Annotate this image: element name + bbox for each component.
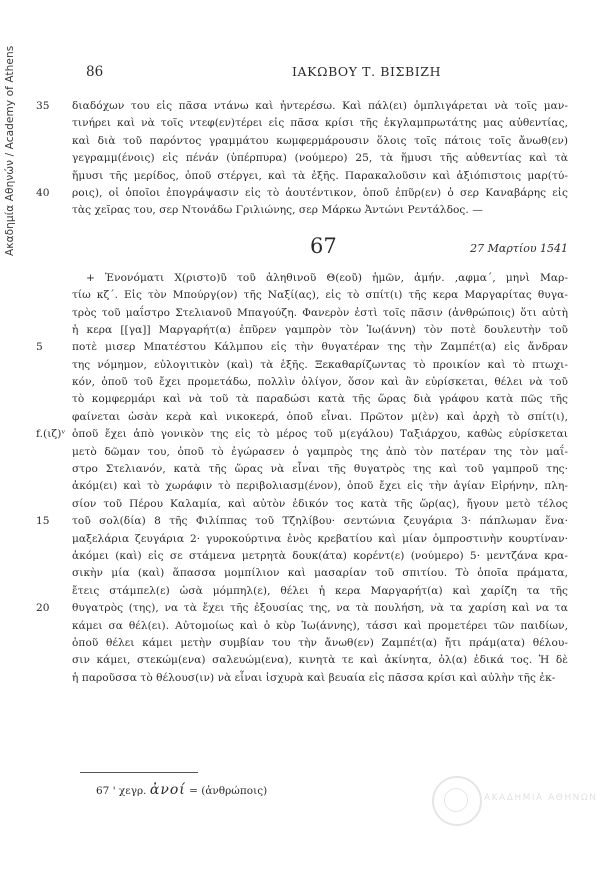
footnote-text: 67 ' χεγρ. [96,785,147,797]
line-text: τὸ κομφερμάρι καὶ νὰ τοῦ τὰ παραδώσι κατὰ τῆς ὥρας διὰ γράφου κατὰ πῶς τῆς [72,393,568,406]
document-number: 67 [310,233,337,258]
line-text: διαδόχων του εἰς πᾶσα ντάνω καὶ ἠντερέσω. Καὶ πάλ(ει) ὀμπλιγάρεται νὰ τοῖς μαν- [72,100,568,112]
text-line [72,670,568,687]
footnote-expansion: = (ἀνθρώποις) [189,785,268,797]
line-number: 40 [36,186,50,199]
text-line [72,150,568,167]
running-title: ΙΑΚΩΒΟΥ Τ. ΒΙΣΒΙΖΗ [292,64,442,79]
line-text: τίω κζ΄. Εἰς τὸν Μπούργ(ον) τῆς Ναξί(ας), εἰς τὸ σπίτ(ι) τῆς κερα Μαργαρίτας θυγα- [72,289,568,302]
text-line [72,496,568,513]
document-date: 27 Μαρτίου 1541 [470,241,568,255]
text-line [72,635,568,652]
text-line [36,339,568,356]
line-text: τρὸς τοῦ μαΐστρο Στελιανοῦ Μπαγούζη. Φανερὸν ἐστὶ τοῖς πᾶσιν (ἀνθρώποις) ὅτι αὐτὴ [72,306,568,319]
line-number: 5 [36,341,43,354]
text-block-2 [36,270,568,687]
text-line [72,565,568,582]
text-line [72,583,568,600]
text-line [72,133,568,150]
academy-watermark [432,776,598,826]
watermark-text: ΑΚΑΔΗΜΙΑ ΑΘΗΝΩΝ [484,793,598,803]
text-line [36,513,568,530]
text-line [72,652,568,669]
text-line [72,444,568,461]
line-number: 20 [36,602,50,615]
text-line [36,600,568,617]
line-text: καὶ διὰ τοῦ παρόντος γραμμάτου κωμφερμάρουσιν ὅλοις τοῖς πάτοις τοῖς ἄνωθ(εν) [72,134,568,147]
footnote-handwritten-word: ἀνοί [149,782,186,798]
text-line [72,287,568,304]
line-text: κόν, ὁποῦ τοῦ ἔχει προμετάδω, πολλὶν ὀλίγον, ὅσον καὶ ἂν εὑρίσκεται, θέλει νὰ τοῦ [72,376,568,389]
page-header [72,64,568,86]
page-number: 86 [86,64,104,80]
line-text: τινήρει καὶ νὰ τοῖς ντεφ(εν)τέρει εἰς πᾶσα κρίσι τῆς ἐκγλαμπρωτάτης μας αὐθεντίας, [72,117,568,130]
text-line [72,531,568,548]
archive-side-label [2,44,20,264]
text-line [72,461,568,478]
text-line [72,322,568,339]
page [36,64,568,687]
line-text: ὁποῦ ἔχει ἀπὸ γονικὸν της εἰς τὸ μέρος τοῦ μ(εγάλου) Ταξιάρχου, καθὼς εὑρίσκεται [72,428,568,441]
text-line [72,115,568,132]
line-text: ὁποῦ θέλει κάμει μετὴν συμβίαν του τὴν ἄνωθ(εν) Ζαμπέτ(α) ἤτι πράμ(ατα) θέλου- [72,636,568,649]
text-line [72,374,568,391]
line-number: f.(ιζ)ᵛ [36,428,66,441]
archive-label-text: Ακαδημία Αθηνών / Academy of Athens [4,45,16,256]
text-line [72,270,568,287]
line-text: φαίνεται ὡσὰν κερὰ καὶ νικοκερά, ὁποῦ εἶναι. Πρῶτον μ(ὲν) καὶ ἀρχὴ τὸ σπίτ(ι), [72,410,568,423]
line-text: + Ἐνονόματι Χ(ριστο)ῦ τοῦ ἀληθινοῦ Θ(εοῦ) ἡμῶν, ἀμήν. ,αφμα΄, μηνὶ Μαρ- [86,271,568,284]
line-text: μετὸ δῶμαν του, ὁποῦ τὸ ἐγώρασεν ὁ γαμπρὸς της ἀπὸ τὸν πατέραν της τὸν μαΐ- [72,445,568,458]
line-text: ποτὲ μισερ Μπατέστου Κάλμπου εἰς τὴν θυγατέραν της τὴν Ζαμπέτ(α) εἰς ἄνδραν [72,341,568,354]
line-text: μαξελάρια ζευγάρια 2· γυροκούρτινα ἑνὸς κρεβατίου καὶ μίαν ὀμπροστινὴν κουρτίναν· [72,532,568,545]
line-text: ἥμυσι τῆς μερίδος, ὁποῦ στέργει, καὶ τὰ ἐξῆς. Παρακαλοῦσιν καὶ ἀξιόπιστοις μαρ(τύ- [72,169,568,182]
line-text: τοῦ σολ(δία) 8 τῆς Φιλίππας τοῦ Τζηλίβου· σεντώνια ζευγάρια 3· πάπλωμαν ἕνα· [72,515,568,528]
line-text: ἀκόμει (καὶ) εἰς σε στάμενα μετρητὰ δουκ(άτα) κορέντ(ε) (νούμερο) 5· μεντζάνα κρα- [72,549,568,562]
line-number: 15 [36,515,50,528]
academy-seal-icon [432,776,482,826]
footnote-divider [80,772,198,773]
line-text: στρο Στελιανόν, κατὰ τῆς ὥρας νὰ εἶναι τῆς θυγατρὸς της καὶ τοῦ γαμπροῦ της· [72,463,568,476]
text-line [72,409,568,426]
line-text: ἀκόμ(ει) καὶ τὸ χωράφιν τὸ περιβολιασμ(ένον), ὁποῦ ἔχει εἰς τὴν ἁγίαν Εἰρήνην, πλη- [72,480,568,493]
line-text: της νόμημον, εὐλογιτικὸν (καὶ) τὰ ἑξῆς. Ξεκαθαρίζωντας τὸ προικίον καὶ τὸ πτωχι- [72,358,568,371]
line-text: ἡ κερα [[γα]] Μαργαρήτ(α) ἐπῦρεν γαμπρὸν τὸν Ἰω(άννη) τὸν ποτὲ δουλευτὴν τοῦ [72,323,568,336]
line-text: σικὴν μία (καὶ) ἅπασσα μομπίλιον καὶ μασαρίαν τοῦ σπιτίου. Τὸ ὁποῖα πράματα, [72,567,568,580]
line-text: ἔτεις στάμπελ(ε) ὡσὰ μόμπηλ(ε), θέλει ἡ κερα Μαργαρήτ(α) καὶ χαρίζη τα τῆς [72,584,568,597]
line-text: θυγατρὸς (της), να τὰ ἔχει τῆς ἐξουσίας της, να τὰ πουλήση, νὰ τα χαρίση καὶ να τα [72,602,568,615]
line-text: κάμει σα θέλ(ει). Αὐτομοίως καὶ ὁ κὺρ Ἰω(άννης), τάσσι καὶ προμετέρει τῶν παιδίων, [72,619,568,632]
document-heading [72,232,568,268]
text-line [72,202,568,219]
line-text: ἡ παροῦσσα τὸ θέλουσ(ιν) νὰ εἶναι ἰσχυρὰ καὶ βευαία εἰς πᾶσσα κρίσι καὶ αὐλὴν τῆς ἐκ- [72,671,556,684]
text-line [72,357,568,374]
text-line [72,548,568,565]
line-text: ροις), οἱ ὁποῖοι ἐπογράψασιν εἰς τὸ ἀουτέντικον, ὁποῦ ἐπῦρ(εν) ὁ σερ Καναβάρης εἰς [72,186,568,199]
text-line [72,305,568,322]
text-line [72,391,568,408]
line-number: 35 [36,100,50,112]
text-line [72,618,568,635]
line-text: γεγραμμ(ένοις) εἰς πένάν (ὑπέρπυρα) (νούμερο) 25, τὰ ἥμυσι τῆς αὐθεντίας καὶ τὰ [72,152,568,165]
line-text: σίον τοῦ Πέρου Καλαμία, καὶ αὐτὸν ἐδικόν τος κατὰ τῆς ὥρ(ας), ἤγουν μετὸ τέλος [72,497,568,510]
text-line [36,185,568,202]
text-line [36,98,568,115]
line-text: σιν κάμει, στεκώμ(ενα) σαλευώμ(ενα), κινητὰ τε καὶ ἀκίνητα, ὁλ(α) ἐδικά τος. Ἡ δὲ [72,654,568,667]
text-block-1 [36,98,568,220]
text-line [72,478,568,495]
line-text: τὰς χεῖρας του, σερ Ντονάδω Γριλιώνης, σερ Μάρκω Ἀντώνι Ρεντάλδος. — [72,204,483,217]
footnote [96,782,267,798]
text-line [72,168,568,185]
text-line [36,426,568,443]
